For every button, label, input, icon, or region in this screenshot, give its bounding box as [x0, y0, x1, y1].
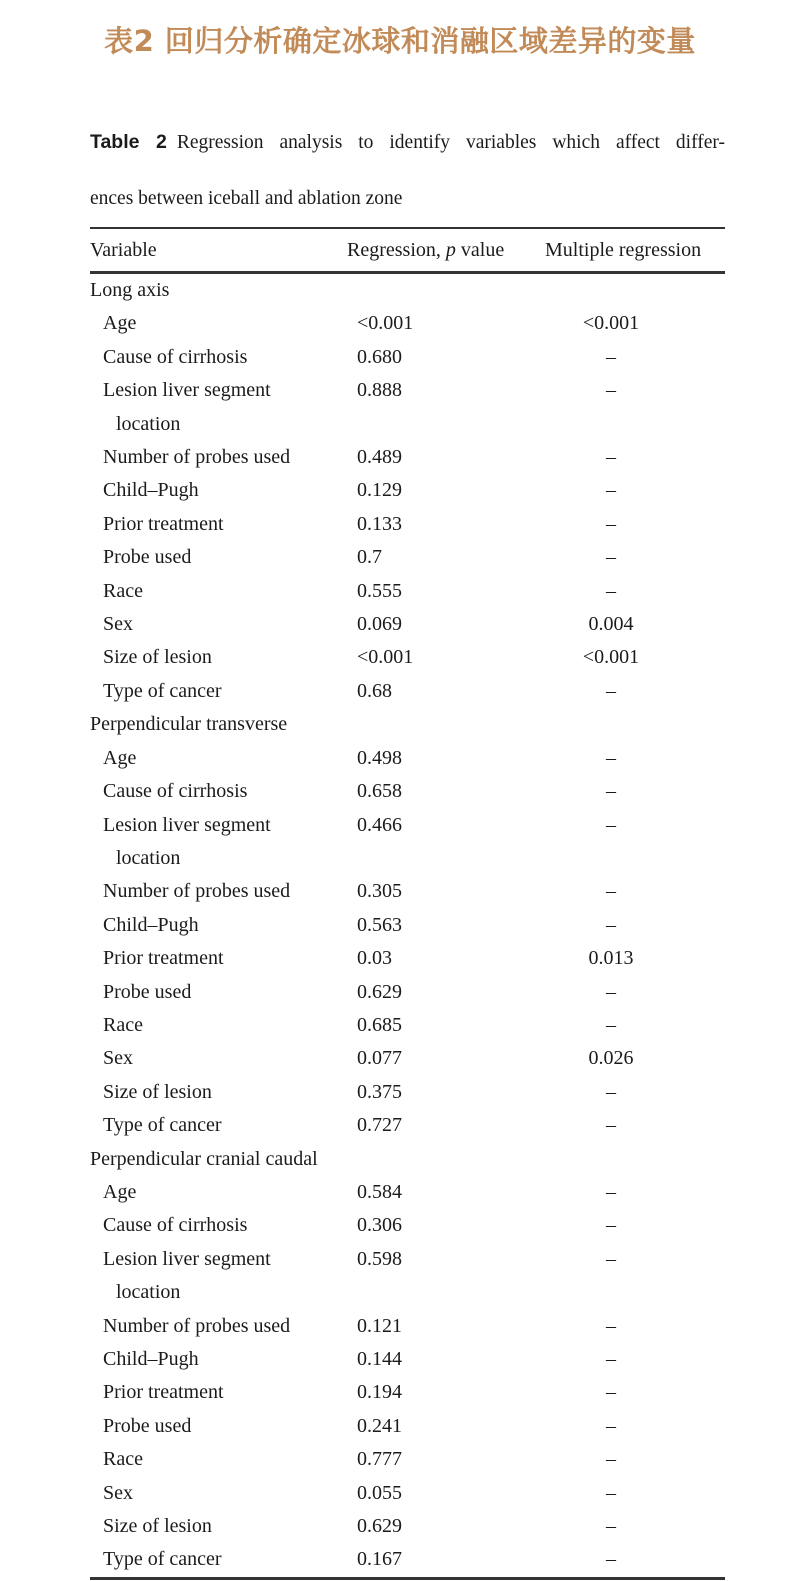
- regression-p-value: 0.777: [357, 1448, 402, 1471]
- table-row: [90, 641, 725, 674]
- table-row: [90, 675, 725, 708]
- variable-line: Lesion liver segment: [103, 379, 271, 402]
- multiple-regression-value: 0.004: [588, 613, 634, 636]
- table-row: [90, 1076, 725, 1109]
- table-row: [90, 341, 725, 374]
- multiple-regression-value: –: [606, 1414, 616, 1437]
- table-body: [90, 273, 725, 1579]
- multiple-regression-value: –: [606, 1114, 616, 1137]
- multiple-regression-value: –: [606, 880, 616, 903]
- variable-cell: Prior treatment: [103, 1381, 224, 1404]
- regression-p-value: 0.68: [357, 679, 392, 702]
- multiple-regression-value: –: [606, 1080, 616, 1103]
- table-row: [90, 942, 725, 975]
- multiple-regression-value: –: [606, 1381, 616, 1404]
- column-header-multiple-regression: Multiple regression: [525, 228, 725, 273]
- variable-cell: Probe used: [103, 1414, 192, 1437]
- variable-cell: Cause of cirrhosis: [103, 345, 248, 368]
- table-row: [90, 508, 725, 541]
- multiple-regression-value: –: [606, 1314, 616, 1337]
- regression-p-value: 0.055: [357, 1481, 402, 1504]
- table-caption: [90, 128, 725, 213]
- variable-line: location: [116, 846, 181, 869]
- caption-line-1: [90, 128, 725, 185]
- variable-cell: Size of lesion: [103, 1515, 212, 1538]
- multiple-regression-value: –: [606, 1247, 616, 1270]
- table-row: [90, 474, 725, 507]
- variable-cell: Prior treatment: [103, 512, 224, 535]
- section-label: Perpendicular cranial caudal: [90, 1147, 318, 1170]
- table-row: [90, 1410, 725, 1443]
- section-label: Long axis: [90, 279, 170, 301]
- variable-cell: Number of probes used: [103, 1314, 291, 1337]
- regression-p-value: 0.555: [357, 579, 402, 602]
- table-row: [90, 1109, 725, 1142]
- table-row: [90, 1477, 725, 1510]
- table-row: [90, 575, 725, 608]
- table-row: [90, 875, 725, 908]
- variable-cell: Age: [103, 746, 137, 769]
- regression-p-value: 0.584: [357, 1180, 402, 1203]
- regression-p-value: 0.598: [357, 1247, 402, 1270]
- variable-cell: Number of probes used: [103, 446, 291, 469]
- variable-cell: Probe used: [103, 546, 192, 569]
- regression-p-value: 0.069: [357, 613, 402, 636]
- table-row: [90, 909, 725, 942]
- regression-p-value: 0.077: [357, 1047, 402, 1070]
- section-label: Perpendicular transverse: [90, 713, 288, 736]
- table-row: [90, 1209, 725, 1242]
- table-row: [90, 541, 725, 574]
- variable-cell: Cause of cirrhosis: [103, 780, 248, 803]
- variable-cell: Size of lesion: [103, 1080, 212, 1103]
- variable-cell: Type of cancer: [103, 679, 222, 702]
- multiple-regression-value: –: [606, 579, 616, 602]
- table-row: [90, 1243, 725, 1310]
- variable-cell: [90, 1243, 345, 1310]
- multiple-regression-value: –: [606, 379, 616, 402]
- regression-p-value: 0.241: [357, 1414, 402, 1437]
- regression-p-value: 0.121: [357, 1314, 402, 1337]
- variable-cell: Probe used: [103, 980, 192, 1003]
- variable-line: location: [116, 412, 181, 435]
- table-figure: [90, 128, 725, 1580]
- caption-text-line2: ences between iceball and ablation zone: [90, 188, 403, 209]
- multiple-regression-value: 0.026: [588, 1047, 634, 1070]
- regression-p-value: 0.466: [357, 813, 402, 836]
- variable-line: Lesion liver segment: [103, 1247, 271, 1270]
- multiple-regression-value: –: [606, 345, 616, 368]
- regression-p-value: 0.167: [357, 1548, 402, 1571]
- multiple-regression-value: –: [606, 1214, 616, 1237]
- multiple-regression-value: –: [606, 1481, 616, 1504]
- multiple-regression-value: 0.013: [588, 947, 634, 970]
- table-row: [90, 1042, 725, 1075]
- multiple-regression-value: –: [606, 1515, 616, 1538]
- variable-cell: Type of cancer: [103, 1114, 222, 1137]
- regression-p-value: 0.727: [357, 1114, 402, 1137]
- section-row: [90, 273, 725, 308]
- multiple-regression-value: <0.001: [582, 312, 640, 335]
- regression-p-value: <0.001: [357, 646, 414, 669]
- regression-p-value: 0.144: [357, 1348, 402, 1370]
- multiple-regression-value: –: [606, 1448, 616, 1471]
- multiple-regression-value: –: [606, 913, 616, 936]
- variable-cell: Number of probes used: [103, 880, 291, 903]
- multiple-regression-value: –: [606, 446, 616, 469]
- variable-cell: Sex: [103, 1481, 133, 1504]
- multiple-regression-value: –: [606, 746, 616, 769]
- regression-p-value: 0.629: [357, 980, 402, 1003]
- table-row: [90, 775, 725, 808]
- multiple-regression-value: –: [606, 980, 616, 1003]
- table-row: [90, 976, 725, 1009]
- multiple-regression-value: –: [606, 479, 616, 502]
- table-row: [90, 441, 725, 474]
- regression-p-value: 0.129: [357, 479, 402, 502]
- multiple-regression-value: –: [606, 1013, 616, 1036]
- regression-p-value: 0.629: [357, 1515, 402, 1538]
- multiple-regression-value: –: [606, 546, 616, 569]
- table-row: [90, 1009, 725, 1042]
- regression-p-value: 0.133: [357, 512, 402, 535]
- table-row: [90, 1376, 725, 1409]
- multiple-regression-value: –: [606, 780, 616, 803]
- variable-cell: Child–Pugh: [103, 913, 199, 936]
- variable-cell: Prior treatment: [103, 947, 224, 970]
- regression-p-value: <0.001: [357, 312, 414, 335]
- variable-cell: Race: [103, 579, 143, 602]
- regression-p-value: 0.03: [357, 947, 392, 970]
- variable-cell: Age: [103, 312, 137, 335]
- regression-header-suffix: value: [460, 238, 505, 261]
- multiple-regression-value: –: [606, 679, 616, 702]
- regression-p-value: 0.375: [357, 1080, 402, 1103]
- regression-p-value: 0.658: [357, 780, 402, 803]
- multiple-regression-value: –: [606, 1348, 616, 1370]
- regression-p-value: 0.498: [357, 746, 402, 769]
- variable-cell: Size of lesion: [103, 646, 212, 669]
- variable-cell: Type of cancer: [103, 1548, 222, 1571]
- section-row: [90, 708, 725, 741]
- multiple-regression-value: <0.001: [582, 646, 640, 669]
- variable-cell: Cause of cirrhosis: [103, 1214, 248, 1237]
- column-header-variable: Variable: [90, 228, 345, 273]
- variable-cell: [90, 809, 345, 876]
- variable-line: Lesion liver segment: [103, 813, 271, 836]
- regression-p-value: 0.685: [357, 1013, 402, 1036]
- variable-cell: Sex: [103, 613, 133, 636]
- table-row: [90, 1176, 725, 1209]
- multiple-regression-value: –: [606, 813, 616, 836]
- regression-header-p: p: [445, 238, 456, 261]
- regression-header-prefix: Regression,: [347, 238, 441, 261]
- variable-cell: Race: [103, 1448, 143, 1471]
- regression-p-value: 0.680: [357, 345, 402, 368]
- table-header-row: [90, 228, 725, 273]
- table-row: [90, 809, 725, 876]
- regression-p-value: 0.7: [357, 546, 382, 569]
- table-row: [90, 742, 725, 775]
- regression-p-value: 0.489: [357, 446, 402, 469]
- table-row: [90, 1343, 725, 1376]
- table-row: [90, 608, 725, 641]
- regression-p-value: 0.194: [357, 1381, 402, 1404]
- table-row: [90, 307, 725, 340]
- table-row: [90, 374, 725, 441]
- variable-cell: Race: [103, 1013, 143, 1036]
- variable-cell: Age: [103, 1180, 137, 1203]
- table-row: [90, 1443, 725, 1476]
- regression-p-value: 0.563: [357, 913, 402, 936]
- caption-label: Table 2: [90, 131, 167, 153]
- regression-p-value: 0.888: [357, 379, 402, 402]
- page-title: 表2 回归分析确定冰球和消融区域差异的变量: [104, 24, 696, 58]
- variable-cell: [90, 374, 345, 441]
- variable-cell: Child–Pugh: [103, 1348, 199, 1370]
- caption-text-line1: Regression analysis to identify variables which affect differ-: [176, 132, 725, 153]
- table-row: [90, 1310, 725, 1343]
- column-header-regression: [345, 228, 525, 273]
- regression-p-value: 0.305: [357, 880, 402, 903]
- variable-cell: Sex: [103, 1047, 133, 1070]
- multiple-regression-value: –: [606, 1180, 616, 1203]
- section-row: [90, 1143, 725, 1176]
- variable-line: location: [116, 1281, 181, 1304]
- variable-cell: Child–Pugh: [103, 479, 199, 502]
- regression-p-value: 0.306: [357, 1214, 402, 1237]
- multiple-regression-value: –: [606, 1548, 616, 1571]
- regression-table: [90, 227, 725, 1580]
- table-row: [90, 1543, 725, 1578]
- multiple-regression-value: –: [606, 512, 616, 535]
- table-row: [90, 1510, 725, 1543]
